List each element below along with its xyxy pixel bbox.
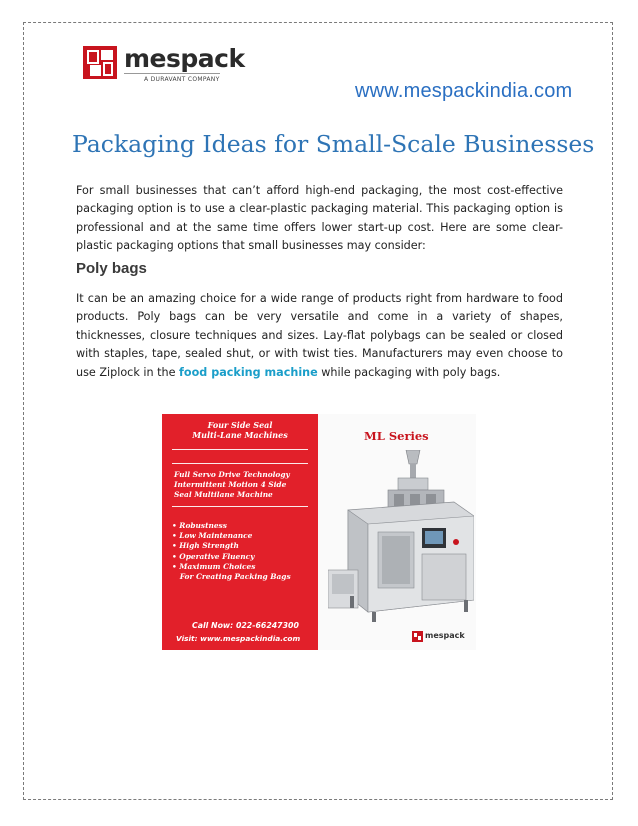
ad-bullet-item: • Low Maintenance xyxy=(172,531,253,541)
ad-feature-line-3: Seal Multilane Machine xyxy=(174,490,273,499)
mespack-logo-mark-icon xyxy=(82,43,120,81)
mespack-logo xyxy=(82,43,245,85)
ad-divider-mid xyxy=(172,463,308,464)
website-url[interactable]: www.mespackindia.com xyxy=(355,80,573,102)
logo-subtitle: A DURAVANT COMPANY xyxy=(144,76,220,83)
ad-bullet-item: • Operative Fluency xyxy=(172,551,255,561)
ad-heading xyxy=(162,420,318,440)
ad-red-panel xyxy=(162,414,318,650)
intro-paragraph: For small businesses that can’t afford high-end packaging, the most cost-effective packaging option is to use a clear-plastic packaging material. This packaging option is professional and at the same time offers lower start-up cost. Here are some clear-plastic packaging options that small businesses may consider: xyxy=(76,184,563,253)
ad-divider-bottom xyxy=(172,506,308,507)
ad-feature-line-2: Intermittent Motion 4 Side xyxy=(174,480,287,489)
ad-heading-line-2: Multi-Lane Machines xyxy=(192,430,288,440)
ml-series-label: ML Series xyxy=(364,429,429,443)
ml-series-advertisement xyxy=(162,414,476,650)
packaging-machine-icon xyxy=(328,450,474,628)
section-heading: Poly bags xyxy=(76,260,147,277)
paragraph-text-after-link: while packaging with poly bags. xyxy=(317,365,501,379)
ad-heading-line-1: Four Side Seal xyxy=(207,420,273,430)
mespack-small-logo-icon xyxy=(412,631,423,642)
ad-bullet-item: For Creating Packing Bags xyxy=(172,572,291,582)
ad-call-now: Call Now: 022-66247300 xyxy=(192,621,299,630)
ad-visit-url: Visit: www.mespackindia.com xyxy=(176,634,301,643)
poly-bags-paragraph xyxy=(76,290,563,382)
ad-mespack-logo xyxy=(412,630,464,648)
page-title: Packaging Ideas for Small-Scale Businesses xyxy=(72,130,595,158)
ad-bullet-item: • Robustness xyxy=(172,521,227,530)
ad-bullet-list xyxy=(172,521,291,582)
ad-divider-top xyxy=(172,449,308,450)
ad-logo-text: mespack xyxy=(425,631,465,640)
ad-bullet-item: • High Strength xyxy=(172,541,239,551)
logo-wordmark: mespack xyxy=(124,44,245,73)
paragraph-text-before-link: It can be an amazing choice for a wide range of products right from hardware to food products. Poly bags can be very versatile and come in a variety of shapes, thicknesses, closure techniques and sizes. Lay-flat polybags can be sealed or closed with staples, tape, sealed shut, or with twist ties. Manufacturers may even choose to use Ziplock in the xyxy=(76,292,563,379)
logo-rule xyxy=(124,73,220,74)
ad-features xyxy=(174,470,290,500)
ad-feature-line-1: Full Servo Drive Technology xyxy=(174,470,290,479)
ad-bullet-item: • Maximum Choices xyxy=(172,561,256,571)
food-packing-machine-link[interactable]: food packing machine xyxy=(179,365,318,379)
